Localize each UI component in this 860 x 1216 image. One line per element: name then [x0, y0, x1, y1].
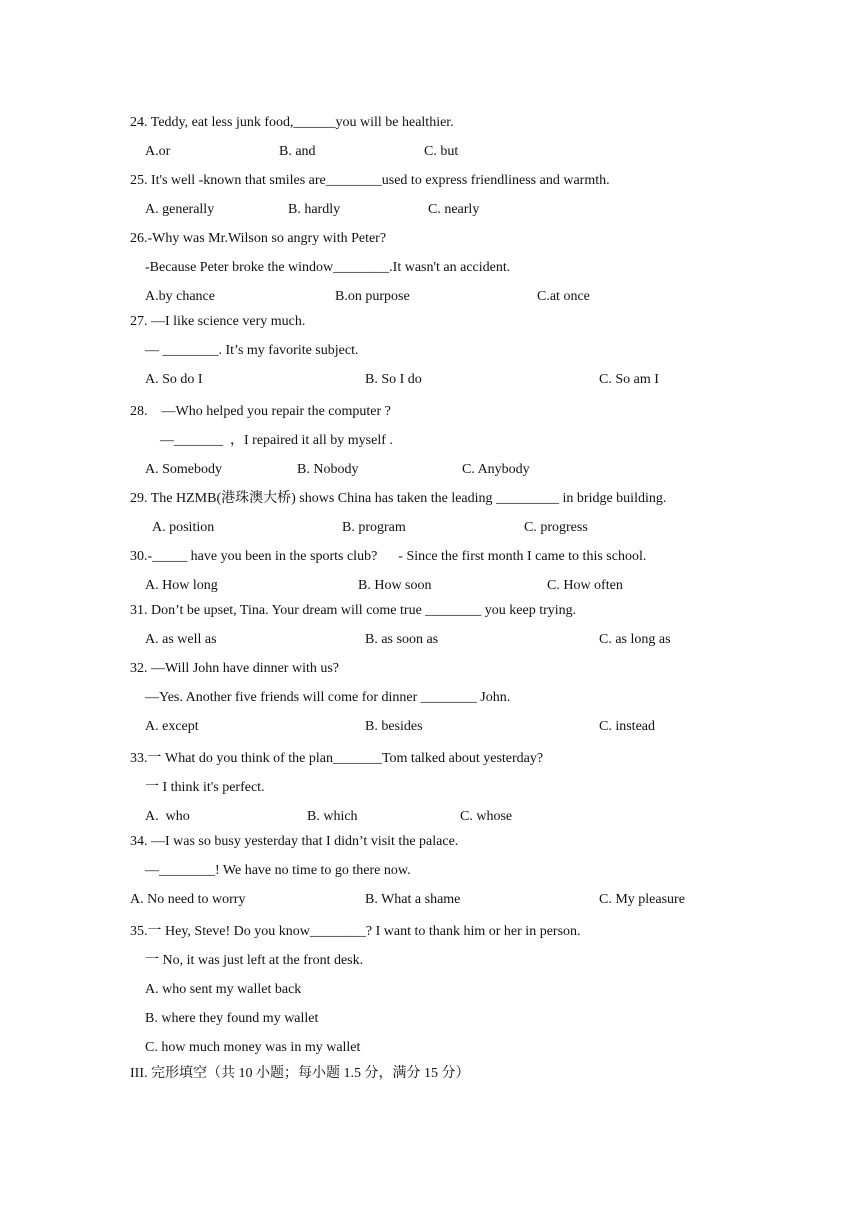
question-28-option-a: A. Somebody — [145, 462, 222, 477]
question-33-stem: 33.一 What do you think of the plan_______Tom talked about yesterday? — [130, 751, 544, 766]
question-34-stem: 34. —I was so busy yesterday that I didn’t visit the palace. — [130, 834, 459, 849]
question-25-stem: 25. It's well -known that smiles are________used to express friendliness and warmth. — [130, 173, 610, 188]
question-26-option-c: C.at once — [537, 289, 590, 304]
question-32-answer-line: —Yes. Another five friends will come for dinner ________ John. — [145, 690, 511, 705]
question-25-option-b: B. hardly — [288, 202, 341, 217]
question-28-stem: 28. —Who helped you repair the computer ? — [130, 404, 391, 419]
question-35-option-c: C. how much money was in my wallet — [145, 1040, 361, 1055]
question-26-answer-line: -Because Peter broke the window________.It wasn't an accident. — [145, 260, 511, 275]
question-29-option-a: A. position — [152, 520, 215, 535]
question-35-option-a: A. who sent my wallet back — [145, 982, 302, 997]
question-34-option-c: C. My pleasure — [599, 892, 685, 907]
question-35-answer-line: 一 No, it was just left at the front desk. — [145, 953, 364, 968]
question-26-option-a: A.by chance — [145, 289, 215, 304]
question-26-option-b: B.on purpose — [335, 289, 410, 304]
question-34-answer-line: —________! We have no time to go there now. — [145, 863, 411, 878]
question-33-answer-line: 一 I think it's perfect. — [145, 780, 265, 795]
question-29-option-c: C. progress — [524, 520, 588, 535]
question-28-answer-line: —_______ ，I repaired it all by myself . — [160, 433, 393, 448]
question-32-option-c: C. instead — [599, 719, 655, 734]
question-27-answer-line: — ________. It’s my favorite subject. — [145, 343, 359, 358]
question-27-option-a: A. So do I — [145, 372, 203, 387]
question-29-option-b: B. program — [342, 520, 406, 535]
question-33-option-c: C. whose — [460, 809, 513, 824]
question-32-stem: 32. —Will John have dinner with us? — [130, 661, 340, 676]
question-28-option-c: C. Anybody — [462, 462, 530, 477]
question-31-option-a: A. as well as — [145, 632, 217, 647]
question-30-option-a: A. How long — [145, 578, 218, 593]
question-30-option-c: C. How often — [547, 578, 623, 593]
question-24-stem: 24. Teddy, eat less junk food,______you will be healthier. — [130, 115, 454, 130]
question-28-option-b: B. Nobody — [297, 462, 359, 477]
section-heading-cloze: III. 完形填空（共 10 小题；每小题 1.5 分，满分 15 分） — [130, 1066, 470, 1081]
question-25-option-c: C. nearly — [428, 202, 480, 217]
question-26-stem: 26.-Why was Mr.Wilson so angry with Peter? — [130, 231, 387, 246]
question-30-stem: 30.-_____ have you been in the sports club? - Since the first month I came to this school. — [130, 549, 647, 564]
question-35-option-b: B. where they found my wallet — [145, 1011, 319, 1026]
question-34-option-b: B. What a shame — [365, 892, 461, 907]
question-24-option-c: C. but — [424, 144, 459, 159]
question-32-option-b: B. besides — [365, 719, 423, 734]
question-35-stem: 35.一 Hey, Steve! Do you know________? I want to thank him or her in person. — [130, 924, 581, 939]
question-27-option-c: C. So am I — [599, 372, 659, 387]
question-30-option-b: B. How soon — [358, 578, 432, 593]
question-24-option-a: A.or — [145, 144, 171, 159]
question-31-option-b: B. as soon as — [365, 632, 439, 647]
question-33-option-b: B. which — [307, 809, 358, 824]
question-31-option-c: C. as long as — [599, 632, 671, 647]
question-25-option-a: A. generally — [145, 202, 215, 217]
question-24-option-b: B. and — [279, 144, 316, 159]
question-34-option-a: A. No need to worry — [130, 892, 246, 907]
question-31-stem: 31. Don’t be upset, Tina. Your dream will come true ________ you keep trying. — [130, 603, 577, 618]
question-33-option-a: A. who — [145, 809, 190, 824]
question-32-option-a: A. except — [145, 719, 199, 734]
question-27-stem: 27. —I like science very much. — [130, 314, 306, 329]
question-29-stem: 29. The HZMB(港珠澳大桥) shows China has taken the leading _________ in bridge building. — [130, 491, 667, 506]
question-27-option-b: B. So I do — [365, 372, 422, 387]
